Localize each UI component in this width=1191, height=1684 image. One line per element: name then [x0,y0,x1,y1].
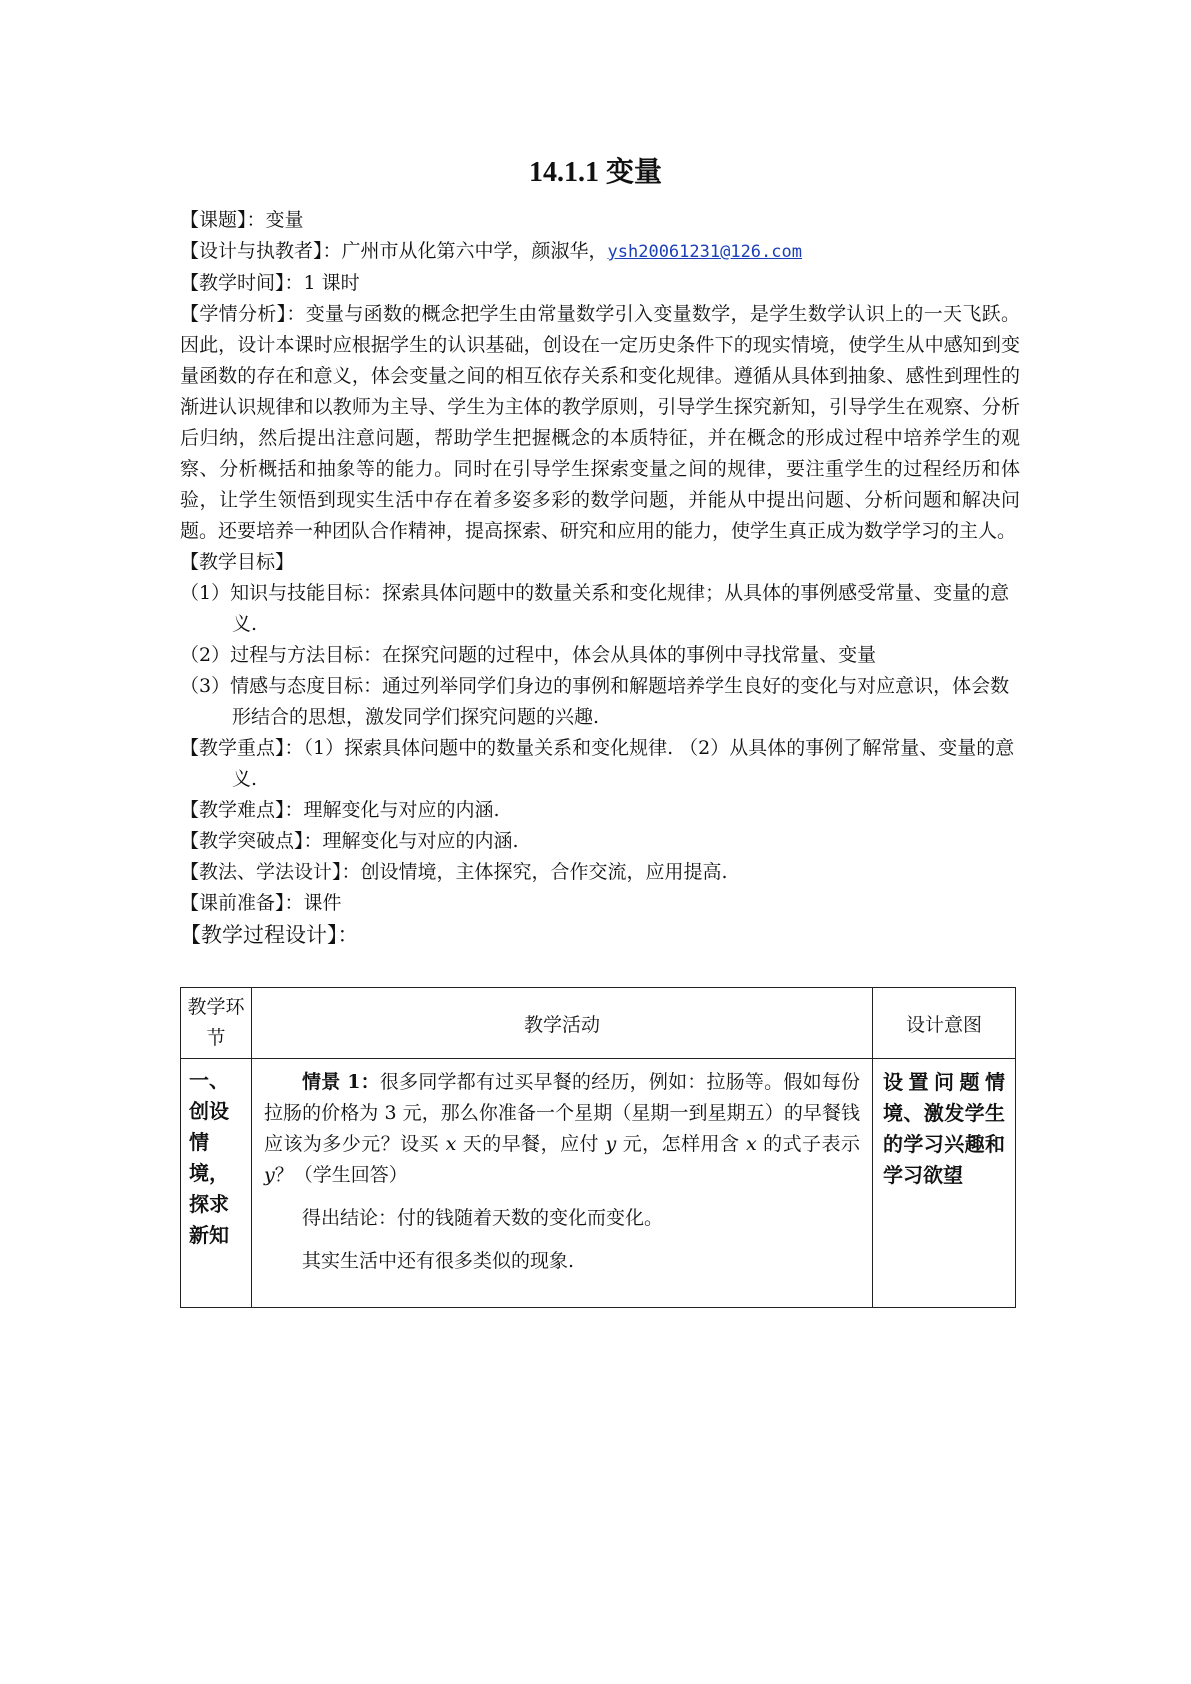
scene-text: 天的早餐，应付 [456,1133,606,1155]
remark-paragraph: 其实生活中还有很多类似的现象. [302,1250,575,1272]
key-points: 【教学重点】：（1）探索具体问题中的数量关系和变化规律. （2）从具体的事例了解常量、变量的意义. [180,737,1015,790]
prep-line: 【课前准备】：课件 [180,892,342,914]
goal-item-1: （1）知识与技能目标：探索具体问题中的数量关系和变化规律；从具体的事例感受常量、变量的意义. [180,582,1010,635]
header-intent: 设计意图 [873,988,1016,1059]
activity-cell [252,1059,873,1308]
scene-label: 情景 1： [302,1071,380,1093]
intent-cell: 设置问题情境、激发学生的学习兴趣和学习欲望 [873,1059,1016,1308]
lesson-body [180,205,1020,949]
scene-text: ？（学生回答） [274,1164,408,1186]
process-heading: 【教学过程设计】： [180,923,359,947]
var-x: x [445,1133,457,1155]
scene-paragraph [264,1067,860,1191]
goals-heading: 【教学目标】 [180,551,295,573]
scene-text: 很多同学都有过买早餐的经历，例如：拉肠等。假如每份拉肠的价格为 3 元，那么你准备一个星期（星期一到星期五）的早餐钱应该为多少元？设买 [264,1071,860,1155]
designer-email-link[interactable]: ysh20061231@126.com [607,242,802,262]
designer-line [180,236,1020,268]
goal-item-2: （2）过程与方法目标：在探究问题的过程中，体会从具体的事例中寻找常量、变量 [180,644,877,666]
page-title: 14.1.1 变量 [528,157,662,188]
conclusion-paragraph: 得出结论：付的钱随着天数的变化而变化。 [302,1207,664,1229]
topic-line: 【课题】：变量 [180,209,304,231]
difficulty-line: 【教学难点】：理解变化与对应的内涵. [180,799,500,821]
header-stage: 教学环节 [181,988,252,1059]
analysis-paragraph: 【学情分析】：变量与函数的概念把学生由常量数学引入变量数学，是学生数学认识上的一天飞跃。因此，设计本课时应根据学生的认识基础，创设在一定历史条件下的现实情境，使学生从中感知到变量函数的存在和意义，体会变量之间的相互依存关系和变化规律。遵循从具体到抽象、感性到理性的渐进认识规律和以教师为主导、学生为主体的教学原则，引导学生探究新知，引导学生在观察、分析后归纳，然后提出注意问题，帮助学生把握概念的本质特征，并在概念的形成过程中培养学生的观察、分析概括和抽象等的能力。同时在引导学生探索变量之间的规律，要注重学生的过程经历和体验，让学生领悟到现实生活中存在着多姿多彩的数学问题，并能从中提出问题、分析问题和解决问题。还要培养一种团队合作精神，提高探索、研究和应用的能力，使学生真正成为数学学习的主人。 [180,303,1020,542]
designer-label: 【设计与执教者】：广州市从化第六中学，颜淑华， [180,240,608,262]
scene-text: 元，怎样用含 [616,1133,746,1155]
goal-item-3: （3）情感与态度目标：通过列举同学们身边的事例和解题培养学生良好的变化与对应意识，体会数形结合的思想，激发同学们探究问题的兴趣. [180,675,1010,728]
var-y: y [264,1164,275,1186]
stage-cell: 一、创设情境，探求新知 [181,1059,252,1308]
time-line: 【教学时间】：1 课时 [180,272,360,294]
table-row [181,1059,1016,1308]
var-y: y [605,1133,617,1155]
process-table [180,987,1016,1308]
breakthrough-line: 【教学突破点】：理解变化与对应的内涵. [180,830,519,852]
header-activity: 教学活动 [252,988,873,1059]
scene-text: 的式子表示 [756,1133,860,1155]
methods-line: 【教法、学法设计】：创设情境，主体探究，合作交流，应用提高. [180,861,728,883]
table-header-row [181,988,1016,1059]
var-x: x [745,1133,757,1155]
